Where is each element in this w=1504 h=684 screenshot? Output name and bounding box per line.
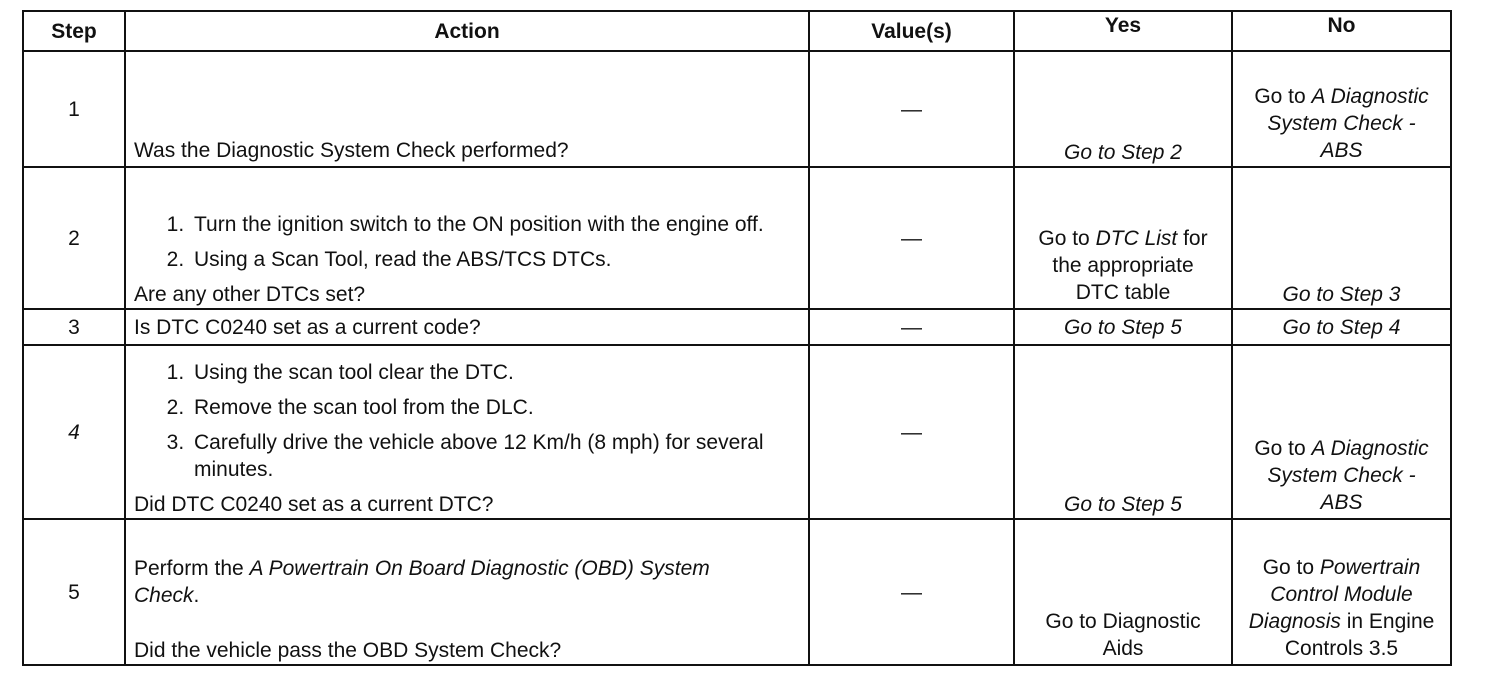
header-no: No — [1232, 11, 1451, 51]
yes-prefix: Go to — [1038, 227, 1096, 250]
value-dash: — — [901, 97, 922, 121]
yes-link[interactable]: Go to Step 5 — [1014, 345, 1232, 519]
action-step: 1. Turn the ignition switch to the ON position with the engine off. — [190, 211, 800, 238]
no-cell — [1232, 51, 1451, 167]
no-suffix: in Engine Controls 3.5 — [1284, 610, 1435, 660]
value-cell — [809, 519, 1014, 665]
action-prefix: Perform the — [134, 557, 250, 580]
action-question: Are any other DTCs set? — [134, 283, 366, 306]
step-number: 5 — [23, 519, 125, 665]
yes-link[interactable]: DTC List — [1095, 227, 1178, 250]
step-number: 2 — [23, 167, 125, 309]
value-dash: — — [901, 420, 922, 444]
no-prefix: Go to — [1254, 437, 1312, 460]
step-number: 3 — [23, 309, 125, 345]
action-step: 2. Using a Scan Tool, read the ABS/TCS DTCs. — [190, 246, 800, 273]
table-row-step-5 — [23, 519, 1451, 665]
yes-link[interactable]: Go to Diagnostic Aids — [1014, 519, 1232, 665]
action-cell — [125, 309, 809, 345]
step-number: 4 — [23, 345, 125, 519]
header-values: Value(s) — [809, 11, 1014, 51]
action-question: Is DTC C0240 set as a current code? — [134, 315, 481, 339]
value-cell — [809, 345, 1014, 519]
table-row-step-3 — [23, 309, 1451, 345]
action-steps — [134, 359, 800, 483]
header-yes: Yes — [1014, 11, 1232, 51]
action-step: 1. Using the scan tool clear the DTC. — [190, 359, 800, 386]
yes-cell — [1014, 167, 1232, 309]
diagnostic-table — [22, 10, 1452, 666]
no-link[interactable]: Powertrain Control Module Diagnosis — [1248, 556, 1421, 633]
action-step: 3. Carefully drive the vehicle above 12 Km/h (8 mph) for several minutes. — [190, 429, 800, 483]
table-row-step-1 — [23, 51, 1451, 167]
action-question: Did DTC C0240 set as a current DTC? — [134, 493, 494, 516]
table-row-step-2 — [23, 167, 1451, 309]
header-action: Action — [125, 11, 809, 51]
value-dash: — — [901, 580, 922, 604]
header-row — [23, 11, 1451, 51]
value-cell — [809, 309, 1014, 345]
action-steps — [134, 211, 800, 273]
no-prefix: Go to — [1262, 556, 1320, 579]
step-number: 1 — [23, 51, 125, 167]
action-question: Was the Diagnostic System Check performed? — [134, 139, 569, 162]
action-step: 2. Remove the scan tool from the DLC. — [190, 394, 800, 421]
no-cell — [1232, 519, 1451, 665]
action-suffix: . — [193, 584, 200, 607]
yes-link[interactable]: Go to Step 5 — [1014, 309, 1232, 345]
action-cell — [125, 167, 809, 309]
action-question: Did the vehicle pass the OBD System Check? — [134, 639, 562, 662]
no-prefix: Go to — [1254, 85, 1312, 108]
action-cell — [125, 519, 809, 665]
header-step: Step — [23, 11, 125, 51]
action-instruction — [134, 555, 800, 609]
yes-link[interactable]: Go to Step 2 — [1014, 51, 1232, 167]
yes-suffix: for the appropriate DTC table — [1052, 227, 1208, 304]
spacer — [134, 609, 800, 637]
no-link[interactable]: A Diagnostic System Check - ABS — [1267, 437, 1429, 514]
action-cell — [125, 51, 809, 167]
no-link[interactable]: A Diagnostic System Check - ABS — [1267, 85, 1429, 162]
value-dash: — — [901, 226, 922, 250]
action-cell — [125, 345, 809, 519]
no-cell — [1232, 345, 1451, 519]
no-link[interactable]: Go to Step 4 — [1232, 309, 1451, 345]
value-dash: — — [901, 315, 922, 339]
no-link[interactable]: Go to Step 3 — [1232, 167, 1451, 309]
table-row-step-4 — [23, 345, 1451, 519]
value-cell — [809, 51, 1014, 167]
value-cell — [809, 167, 1014, 309]
action-link[interactable]: A Powertrain On Board Diagnostic (OBD) System Check — [134, 557, 710, 607]
